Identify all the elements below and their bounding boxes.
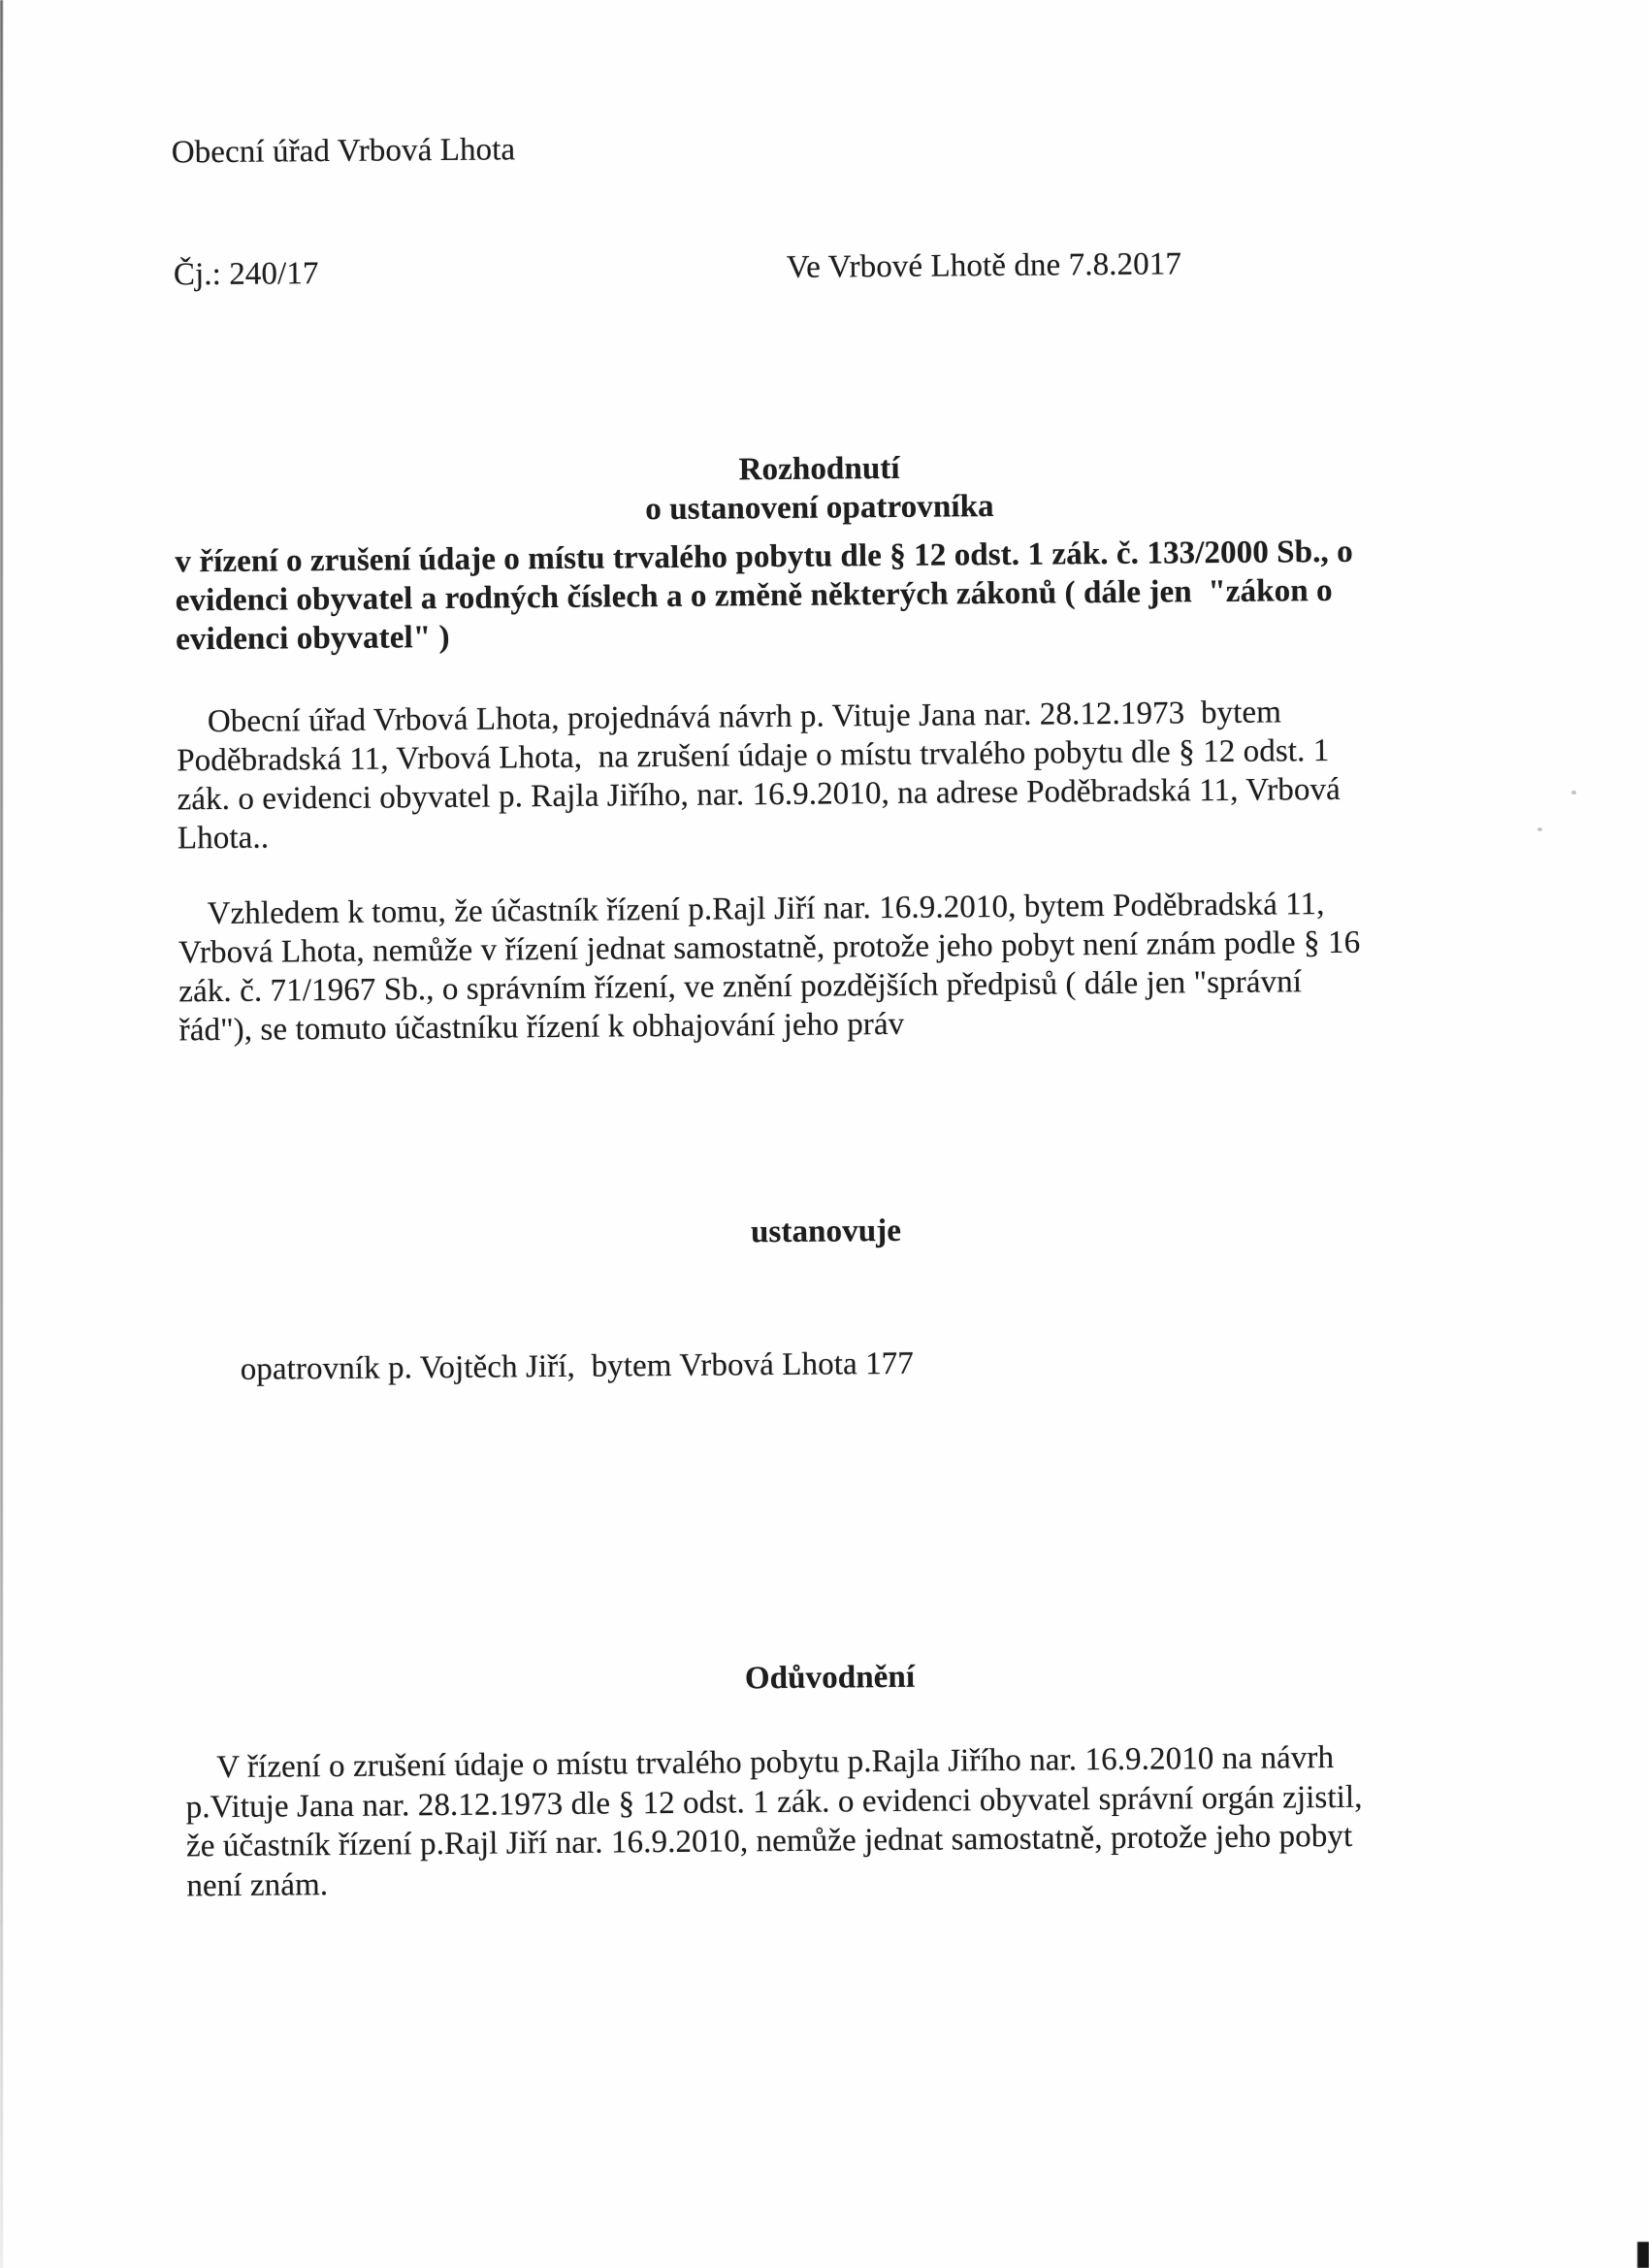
operative-heading: ustanovuje bbox=[750, 1213, 902, 1250]
justification-heading: Odůvodnění bbox=[744, 1659, 916, 1697]
paragraph-proceedings: Obecní úřad Vrbová Lhota, projednává návrh p. Vituje Jana nar. 28.12.1973 bytem Poděbradská 11, Vrbová Lhota, na zrušení údaje o místu trvalého pobytu dle § 12 odst. 1 zák. o evidenci obyvatel p. Rajla Jiřího, nar. 16.9.2010, na adrese Poděbradská 11, Vrbová Lhota.. bbox=[177, 695, 1342, 857]
issuing-office: Obecní úřad Vrbová Lhota bbox=[171, 132, 516, 171]
decision-title: Rozhodnutí bbox=[738, 450, 900, 488]
paragraph-participant-status: Vzhledem k tomu, že účastník řízení p.Rajl Jiří nar. 16.9.2010, bytem Poděbradská 11, Vrbová Lhota, nemůže v řízení jednat samostatně, protože jeho pobyt není znám podle § 16 zák. č. 71/1967 Sb., o správním řízení, ve znění pozdějších předpisů ( dále jen "správní řád"), se tomuto účastníku řízení k obhajování jeho práv bbox=[178, 887, 1361, 1049]
decision-subtitle: o ustanovení opatrovníka bbox=[645, 489, 994, 528]
place-and-date-line: Ve Vrbové Lhotě dne 7.8.2017 bbox=[786, 246, 1182, 285]
guardian-appointment-line: opatrovník p. Vojtěch Jiří, bytem Vrbová Lhota 177 bbox=[240, 1345, 915, 1387]
decision-subject-paragraph: v řízení o zrušení údaje o místu trvalého pobytu dle § 12 odst. 1 zák. č. 133/2000 Sb., o evidenci obyvatel a rodných číslech a o změně některých zákonů ( dále jen "zákon o evidenci obyvatel" ) bbox=[175, 534, 1353, 658]
justification-paragraph: V řízení o zrušení údaje o místu trvalého pobytu p.Rajla Jiřího nar. 16.9.2010 na návrh p.Vituje Jana nar. 28.12.1973 dle § 12 odst. 1 zák. o evidenci obyvatel správní orgán zjistil, že účastník řízení p.Rajl Jiří nar. 16.9.2010, nemůže jednat samostatně, protože jeho pobyt není znám. bbox=[185, 1740, 1363, 1903]
reference-number: Čj.: 240/17 bbox=[173, 256, 319, 293]
